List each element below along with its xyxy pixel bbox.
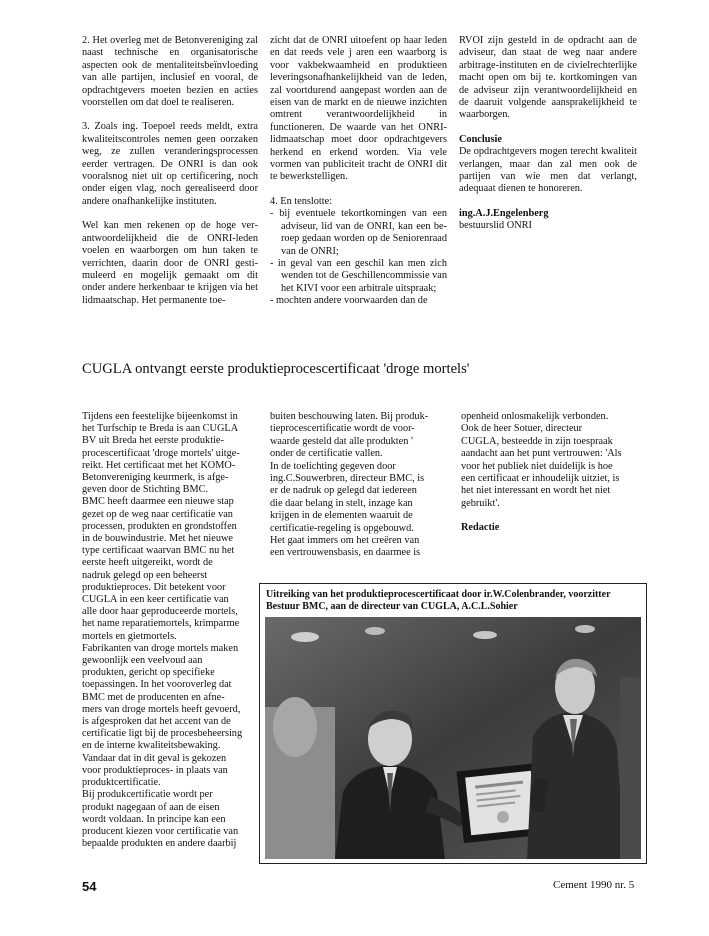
bottom-col3-line: openheid onlosmakelijk verbonden. (461, 411, 609, 422)
bottom-col1-line: BMC met de producenten en afne- (82, 691, 225, 703)
top-col2-bullet-2: - in geval van een geschil kan men zich wenden tot de Geschillencommissie van het KIVI voor een arbitrale uitspraak; (270, 257, 447, 294)
top-column-2 (270, 35, 447, 308)
article-headline: CUGLA ontvangt eerste produktieprocescertificaat 'droge mortels' (82, 361, 470, 377)
bottom-col1-line: en de interne kwaliteitsbewaking. (82, 740, 221, 752)
bottom-column-3 (461, 411, 641, 535)
bottom-col1-line: eerste heeft uitgereikt, wordt de (82, 557, 213, 569)
bottom-col1-line: type certificaat waarvan BMC nu het (82, 545, 235, 557)
bottom-col3-line: aandacht aan het punt vertrouwen: 'Als (461, 448, 622, 460)
bottom-col2-line: certificatie-regeling is opgebouwd. (270, 522, 414, 534)
bottom-col1-line: alle door haar geproduceerde mortels, (82, 606, 238, 618)
bottom-col1-line: mortels en gietmortels. (82, 630, 177, 642)
bottom-col3-lines (461, 411, 641, 510)
bottom-col1-line: Betonvereniging keurmerk, is afge- (82, 472, 229, 484)
page-number: 54 (82, 879, 97, 894)
bottom-col1-line: wordt voldaan. In principe kan een (82, 813, 226, 825)
bottom-col1-line: produktieproces. Dit betekent voor (82, 581, 226, 593)
bottom-col1-line: Fabrikanten van droge mortels maken (82, 642, 239, 654)
bottom-col1-line: producent kiezen voor certificatie van (82, 825, 239, 837)
bottom-col1-line: in de bouwindustrie. Met het nieuwe (82, 533, 233, 545)
bottom-col1-line: reikt. Het certificaat met het KOMO- (82, 459, 236, 471)
bottom-col1-line: het name reparatiemortels, krimparme (82, 618, 240, 630)
author-name: ing.A.J.Engelenberg (459, 207, 549, 219)
bottom-col2-line: Het gaat immers om het creëren van (270, 535, 420, 547)
conclusion-text: De opdrachtgevers mogen terecht kwaliteit verlangen, maar dan zal men ook de partijen van wie men dat verlangt, adequaat dienen te honoreren. (459, 146, 637, 195)
bottom-col1-line: certificatie ligt bij de procesbeheersing (82, 728, 243, 740)
article-signoff: Redactie (461, 522, 500, 534)
bottom-col2-line: buiten beschouwing laten. Bij produk- (270, 411, 429, 422)
top-col2-paragraph-1: zicht dat de ONRI uitoefent op haar leden en dat reeds vele j aren een waarborg is voor vakbekwaamheid en produktieen leveringsonafhankelijkheid van de leden, zal voortdurend aangepast worden aan de eisen van de markt en de nieuwe inzichten omtrent verantwoordelijkheid in functioneren. De waarde van het ONRI-lidmaatschap moet door opdrachtgevers herkend en erkend worden. Via vele vormen van publiciteit tracht de ONRI dit te bewerkstelligen. (270, 35, 447, 183)
bottom-col3-line: gebruikt'. (461, 497, 500, 509)
ceremony-photo (265, 617, 641, 859)
conclusion-heading: Conclusie (459, 133, 502, 145)
bottom-col1-line: BMC heeft daarmee een nieuwe stap (82, 496, 234, 508)
top-col1-paragraph-2: 3. Zoals ing. Toepoel reeds meldt, extra kwaliteitscontroles nemen geen oorzaken weg, ze zullen veranderingsprocessen eerder vertragen. De ONRI is dan ook vooralsnog niet uit op certificering, noch onder eigen vlag, noch gerealiseerd door andere onafhankelijke instituten. (82, 121, 258, 207)
bottom-col3-line: Ook de heer Sotuer, directeur (461, 423, 583, 435)
top-col2-bullet-3: - mochten andere voorwaarden dan de (270, 295, 428, 307)
magazine-issue: Cement 1990 nr. 5 (553, 879, 635, 891)
top-col2-paragraph-2: 4. En tenslotte: (270, 195, 333, 207)
bottom-col1-line: procescertificaat 'droge mortels' uitge- (82, 447, 240, 459)
bottom-col1-line: is afgesproken dat het accent van de (82, 716, 231, 728)
bottom-col2-lines (270, 411, 448, 560)
bottom-column-2 (270, 411, 448, 560)
author-role: bestuurslid ONRI (459, 220, 532, 232)
bottom-col2-line: In de toelichting gegeven door (270, 460, 396, 472)
bottom-col1-line: mers van droge mortels heeft gevoerd, (82, 703, 241, 715)
top-col2-bullet-1: - bij eventuele tekortkomingen van een adviseur, lid van de ONRI, kan een beroep gedaan worden op de Seniorenraad van de ONRI; (270, 208, 447, 257)
bottom-col1-line: BV uit Breda het eerste produktie- (82, 435, 224, 447)
top-col1-paragraph-1: 2. Het overleg met de Betonvereniging zal naast technische en organisatorische aspecten ook de mentaliteitsbeïnvloeding van alle partijen, inclusief en vooral, de opdrachtgevers moeten bezien en acties voorstellen om dat doel te realiseren. (82, 35, 258, 109)
bottom-col1-line: processen, produkten en grondstoffen (82, 520, 237, 532)
photo-caption: Uitreiking van het produktieprocescertificaat door ir.W.Colenbrander, voorzitter Bestuur BMC, aan de directeur van CUGLA, A.C.L.Sohier (266, 589, 611, 613)
bottom-col1-line: nadruk gelegd op een beheerst (82, 569, 208, 581)
top-col1-paragraph-3: Wel kan men rekenen op de hoge verantwoordelijkheid die de ONRI-leden voelen en waarborgen om hun taken te verrichten, daarin door de ONRI gestimuleerd en mogelijk gemaakt om dit onder andere herkenbaar te krijgen via het lidmaatschap. Het permanente toe- (82, 220, 258, 306)
bottom-col1-line: gewoonlijk een veelvoud aan (82, 655, 203, 667)
photo-box (259, 583, 647, 864)
top-column-1 (82, 35, 258, 307)
bottom-col2-line: ing.C.Souwerbren, directeur BMC, is (270, 473, 425, 485)
bottom-col1-line: het Turfschip te Breda is aan CUGLA (82, 423, 239, 435)
bottom-col1-line: produkten, gericht op specifieke (82, 667, 215, 679)
bottom-col1-line: Vandaar dat in dit geval is gekozen (82, 752, 227, 764)
bottom-col1-line: bepaalde produkten en andere daarbij (82, 838, 237, 850)
top-column-3 (459, 35, 637, 233)
bottom-col2-line: waarde gesteld dat alle produkten ' (270, 435, 413, 447)
bottom-col1-line: produktcertificatie. (82, 777, 161, 789)
bottom-col1-line: gezet op de weg naar certificatie van (82, 508, 233, 520)
bottom-col3-line: een certificaat er inhoudelijk uitziet, is (461, 473, 620, 485)
bottom-col3-line: voor het publiek niet duidelijk is hoe (461, 460, 613, 472)
bottom-col1-line: Tijdens een feestelijke bijeenkomst in (82, 411, 238, 422)
bottom-col1-line: geven door de Stichting BMC. (82, 484, 209, 496)
bottom-col1-line: CUGLA in een keer certificatie van (82, 594, 229, 606)
bottom-col1-line: Bij produkcertificatie wordt per (82, 789, 213, 801)
bottom-col1-line: voor produktieproces- in plaats van (82, 764, 228, 776)
bottom-col2-line: onder de certificatie vallen. (270, 448, 383, 460)
bottom-col2-line: een vertrouwensbasis, en daarmee is (270, 547, 421, 559)
bottom-col2-line: die daar belang in stelt, inzage kan (270, 497, 413, 509)
top-col3-paragraph-1: RVOI zijn gesteld in de opdracht aan de adviseur, dan staat de weg naar andere arbitrage-instituten en de civielrechterlijke macht open om bij te. kortkomingen van de adviseur zijn verantwoordelijkheid en de daaruit volgende aansprakelijkheid te waarborgen. (459, 35, 637, 121)
bottom-col2-line: er de nadruk op gelegd dat iedereen (270, 485, 417, 497)
bottom-col3-line: het niet interessant en wordt het niet (461, 485, 611, 497)
bottom-col1-line: produkt nagegaan of aan de eisen (82, 801, 220, 813)
bottom-column-1 (82, 411, 260, 850)
bottom-col3-line: CUGLA, besteedde in zijn toespraak (461, 435, 613, 447)
bottom-col1-line: toepassingen. In het vooroverleg dat (82, 679, 232, 691)
bottom-col2-line: krijgen in de elementen waaruit de (270, 510, 413, 522)
bottom-col2-line: tieprocescertificatie wordt de voor- (270, 423, 415, 435)
